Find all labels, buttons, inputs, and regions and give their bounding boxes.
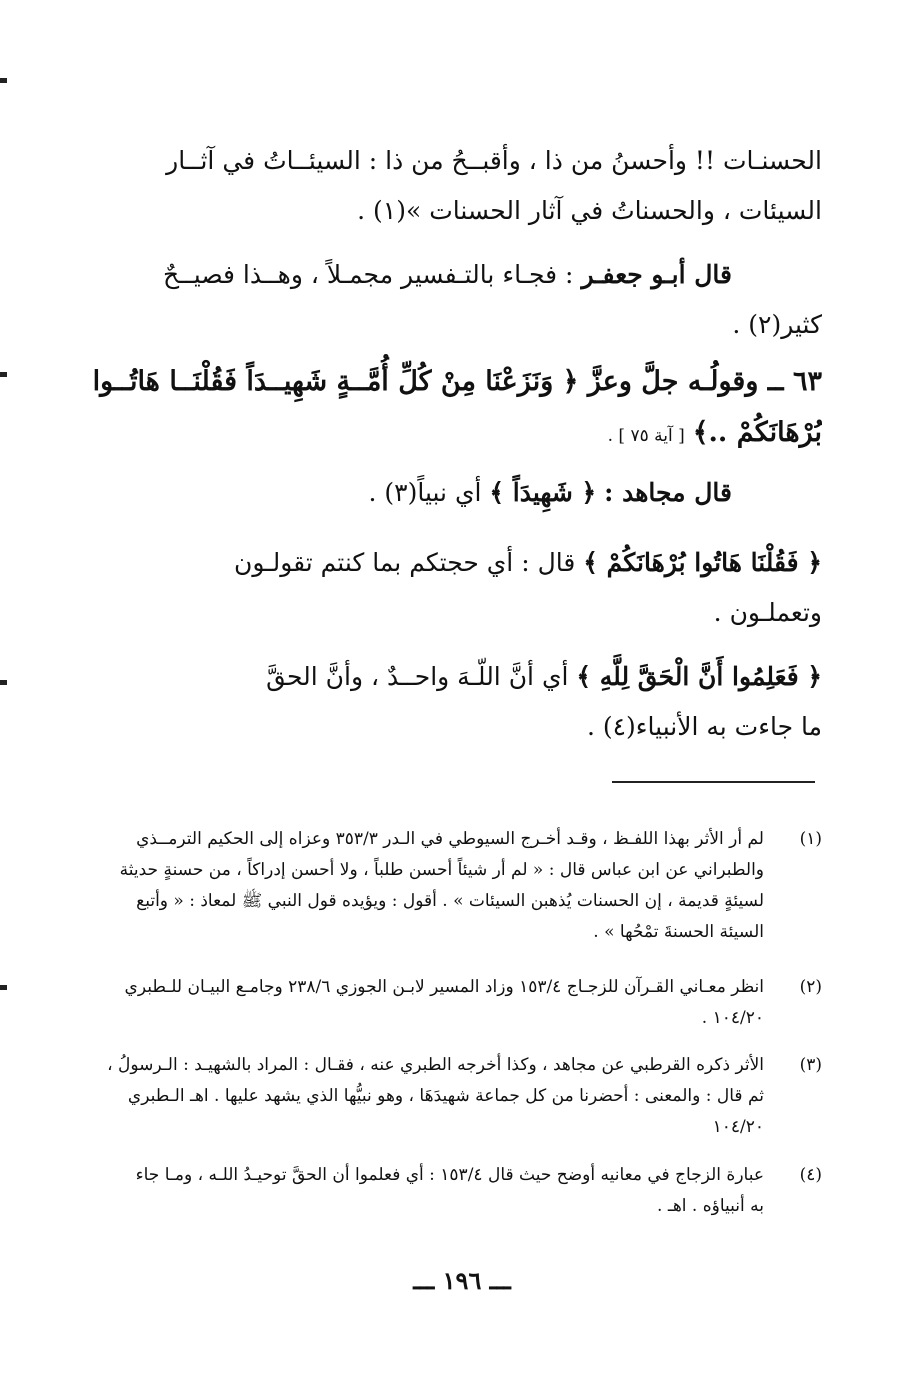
- footnote-number: (١): [799, 829, 822, 849]
- footnote-divider: [612, 781, 815, 783]
- page-number: ـــ ١٩٦ ـــ: [413, 1266, 511, 1295]
- text-line: [70, 250, 822, 300]
- scan-edge-mark: [0, 372, 7, 377]
- footnote-line: ثم قال : والمعنى : أحضرنا من كل جماعة شهيدَهَا ، وهو نبيُّها الذي يشهد عليها . اهـ الـطبري: [127, 1086, 764, 1106]
- commentary-text: أي أنَّ اللّـهَ واحــدٌ ، وأنَّ الحقَّ: [266, 662, 569, 691]
- scan-edge-mark: [0, 680, 7, 685]
- proof-paragraph: [70, 538, 822, 638]
- commentary-text: أي نبياً(٣) .: [368, 478, 482, 507]
- footnote-2: [70, 972, 822, 1034]
- main-text: [70, 136, 822, 236]
- verse-quote: ﴿ شَهِيدَاً ﴾: [489, 478, 597, 507]
- item-63: [70, 356, 822, 461]
- text-line: [70, 468, 822, 518]
- abu-jafar-paragraph: [70, 250, 822, 350]
- footnote-line: والطبراني عن ابن عباس قال : « لم أر شيئاً أحسن طلباً ، ولا أحسن إدراكاً ، من حسنةٍ حديثة: [119, 860, 764, 880]
- verse-quote: ﴿ فَقُلْنَا هَاتُوا بُرْهَانَكُمْ ﴾: [583, 548, 822, 577]
- footnote-line: ١٠٤/٢٠: [712, 1117, 764, 1137]
- text-line: السيئات ، والحسناتُ في آثار الحسنات »(١) .: [357, 196, 822, 225]
- verse-quote: ﴿ فَعَلِمُوا أَنَّ الْحَقَّ لِلَّهِ ﴾: [576, 662, 822, 691]
- footnote-4: [70, 1160, 822, 1222]
- footnote-number: (٣): [799, 1055, 822, 1075]
- scan-edge-mark: [0, 985, 7, 990]
- footnote-1: [70, 824, 822, 948]
- footnote-line: الأثر ذكره القرطبي عن مجاهد ، وكذا أخرجه الطبري عنه ، فقـال : المراد بالشهيـد : الـرسولُ ،: [107, 1055, 764, 1075]
- commentary-text: : فجـاء بالتـفسير مجمـلاً ، وهــذا فصيــحٌ: [163, 260, 574, 289]
- scan-edge-mark: [0, 78, 7, 83]
- text-line: [70, 538, 822, 588]
- text-line: الحسنـات !! وأحسنُ من ذا ، وأقبــحُ من ذا : السيئــاتُ في آثــار: [166, 146, 822, 175]
- mujahid-paragraph: [70, 468, 822, 518]
- verse-reference: [ آية ٧٥ ] .: [607, 426, 685, 446]
- verse-quote: بُرْهَانَكُمْ ..﴾: [692, 417, 822, 448]
- footnote-number: (٤): [799, 1165, 822, 1185]
- footnote-line: السيئة الحسنةَ تمْحُها » .: [593, 922, 764, 942]
- text-line: وتعملـون .: [713, 598, 822, 627]
- commentary-text: قال : أي حجتكم بما كنتم تقولـون: [233, 548, 576, 577]
- footnote-line: به أنبياؤه . اهـ .: [657, 1196, 764, 1216]
- truth-paragraph: [70, 652, 822, 752]
- footnote-line: عبارة الزجاج في معانيه أوضح حيث قال ١٥٣/٤ : أي فعلموا أن الحقَّ توحيـدُ اللـه ، ومـا جاء: [135, 1165, 764, 1185]
- text-line: [70, 652, 822, 702]
- footnote-3: [70, 1050, 822, 1143]
- footnote-line: لم أر الأثر بهذا اللفـظ ، وقـد أخـرج السيوطي في الـدر ٣٥٣/٣ وعزاه إلى الحكيم الترمــذي: [136, 829, 764, 849]
- text-line: كثير(٢) .: [732, 310, 822, 339]
- verse-heading: ٦٣ ــ وقولُـه جلَّ وعزَّ ﴿ وَنَزَعْنَا مِنْ كُلِّ أُمَّــةٍ شَهِيــدَاً فَقُلْنَــا هَاتُــوا: [92, 366, 822, 397]
- footnote-number: (٢): [799, 977, 822, 997]
- speaker-name: قال مجاهد :: [604, 478, 732, 507]
- text-line: [70, 408, 822, 461]
- text-line: ما جاءت به الأنبياء(٤) .: [586, 712, 822, 741]
- footnote-line: لسيئةٍ قديمة ، إن الحسنات يُذهبن السيئات » . أقول : ويؤيده قول النبي ﷺ لمعاذ : « وأتبع: [136, 891, 764, 911]
- footnote-line: ١٠٤/٢٠ .: [701, 1008, 764, 1028]
- footnote-line: انظر معـاني القـرآن للزجـاج ١٥٣/٤ وزاد المسير لابـن الجوزي ٢٣٨/٦ وجامـع البيـان للـطبري: [124, 977, 764, 997]
- speaker-name: قال أبـو جعفـر: [581, 260, 732, 289]
